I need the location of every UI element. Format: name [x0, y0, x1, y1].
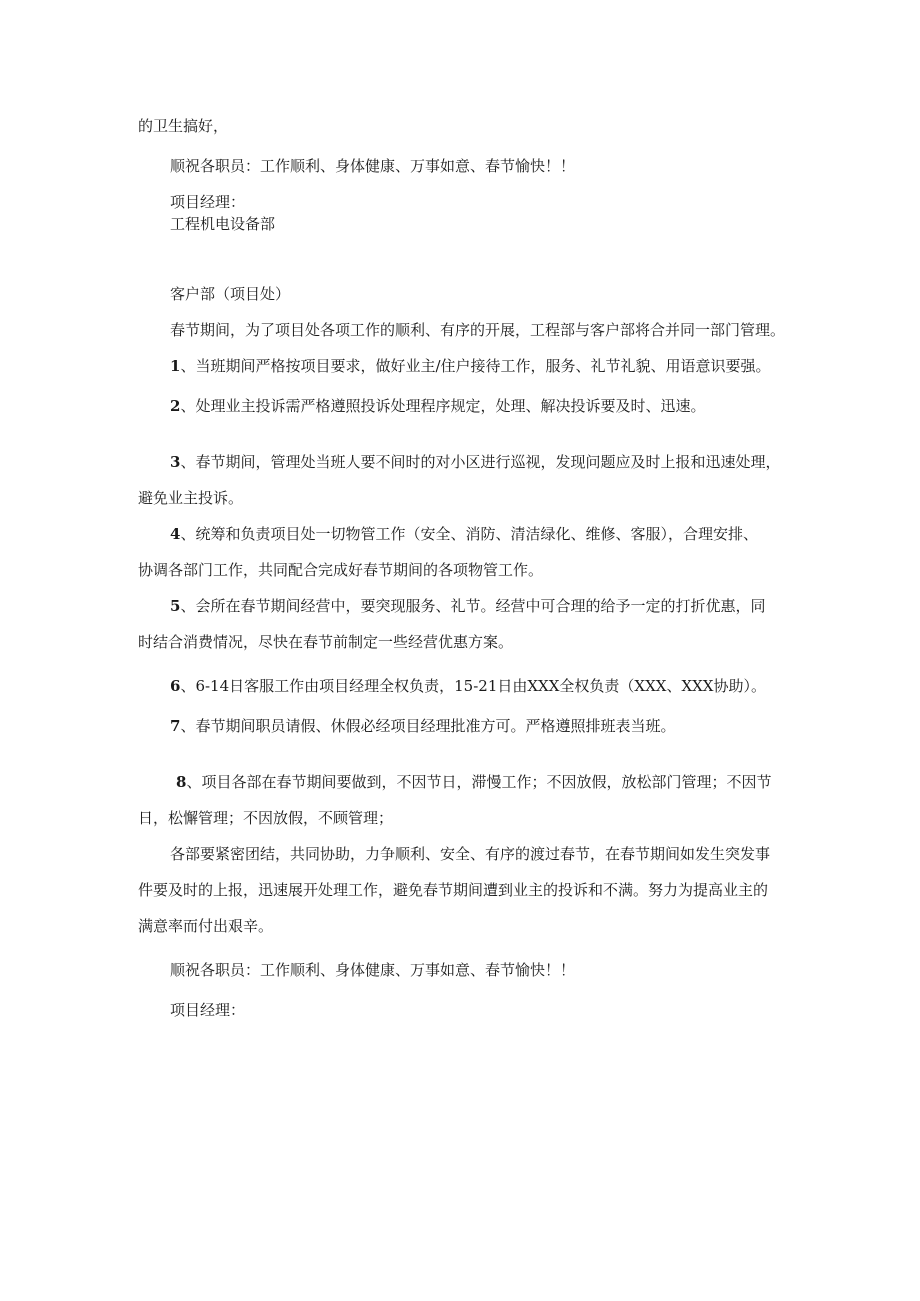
item-continuation: 协调各部门工作，共同配合完成好春节期间的各项物管工作。 [138, 561, 544, 579]
item-number: 6 [170, 677, 181, 695]
item-continuation: 日，松懈管理；不因放假，不顾管理； [138, 809, 394, 827]
item-text: 、统筹和负责项目处一切物管工作（安全、消防、清洁绿化、维修、客服），合理安排、 [180, 525, 758, 543]
list-item [170, 452, 780, 472]
list-item [176, 772, 771, 792]
closing-paragraph-line: 满意率而付出艰辛。 [138, 917, 274, 935]
item-continuation: 避免业主投诉。 [138, 489, 244, 507]
item-text: 、春节期间，管理处当班人要不间时的对小区进行巡视，发现问题应及时上报和迅速处理， [180, 453, 781, 471]
item-text: 、6-14日客服工作由项目经理全权负责，15-21日由XXX全权负责（XXX、XXX协助）。 [180, 677, 766, 695]
item-number: 7 [170, 717, 181, 735]
signature-label: 项目经理： [170, 193, 246, 211]
item-number: 8 [176, 773, 187, 791]
item-number: 3 [170, 453, 181, 471]
greeting-line: 顺祝各职员：工作顺利、身体健康、万事如意、春节愉快！！ [170, 961, 576, 979]
list-item [170, 396, 705, 416]
item-text: 、春节期间职员请假、休假必经项目经理批准方可。严格遵照排班表当班。 [180, 717, 676, 735]
item-number: 2 [170, 397, 181, 415]
item-continuation: 时结合消费情况，尽快在春节前制定一些经营优惠方案。 [138, 633, 514, 651]
section-title: 客户部（项目处） [170, 285, 291, 303]
list-item [170, 716, 675, 736]
item-text: 、当班期间严格按项目要求，做好业主/住户接待工作，服务、礼节礼貌、用语意识要强。 [180, 357, 771, 375]
list-item [170, 596, 765, 616]
greeting-line: 顺祝各职员：工作顺利、身体健康、万事如意、春节愉快！！ [170, 157, 576, 175]
list-item [170, 356, 771, 376]
department-name: 工程机电设备部 [170, 215, 276, 233]
list-item [170, 676, 766, 696]
continuation-text: 的卫生搞好， [138, 117, 229, 135]
item-text: 、会所在春节期间经营中，要突现服务、礼节。经营中可合理的给予一定的打折优惠，同 [180, 597, 766, 615]
item-number: 4 [170, 525, 181, 543]
closing-paragraph-line: 件要及时的上报，迅速展开处理工作，避免春节期间遭到业主的投诉和不满。努力为提高业主的 [138, 881, 769, 899]
list-item [170, 524, 758, 544]
intro-paragraph: 春节期间，为了项目处各项工作的顺利、有序的开展，工程部与客户部将合并同一部门管理。 [170, 321, 786, 339]
item-text: 、处理业主投诉需严格遵照投诉处理程序规定，处理、解决投诉要及时、迅速。 [180, 397, 706, 415]
item-number: 5 [170, 597, 181, 615]
item-number: 1 [170, 357, 181, 375]
signature-label: 项目经理： [170, 1001, 246, 1019]
closing-paragraph-line: 各部要紧密团结，共同协助，力争顺利、安全、有序的渡过春节，在春节期间如发生突发事 [170, 845, 771, 863]
item-text: 、项目各部在春节期间要做到，不因节日，滞慢工作；不因放假，放松部门管理；不因节 [186, 773, 772, 791]
